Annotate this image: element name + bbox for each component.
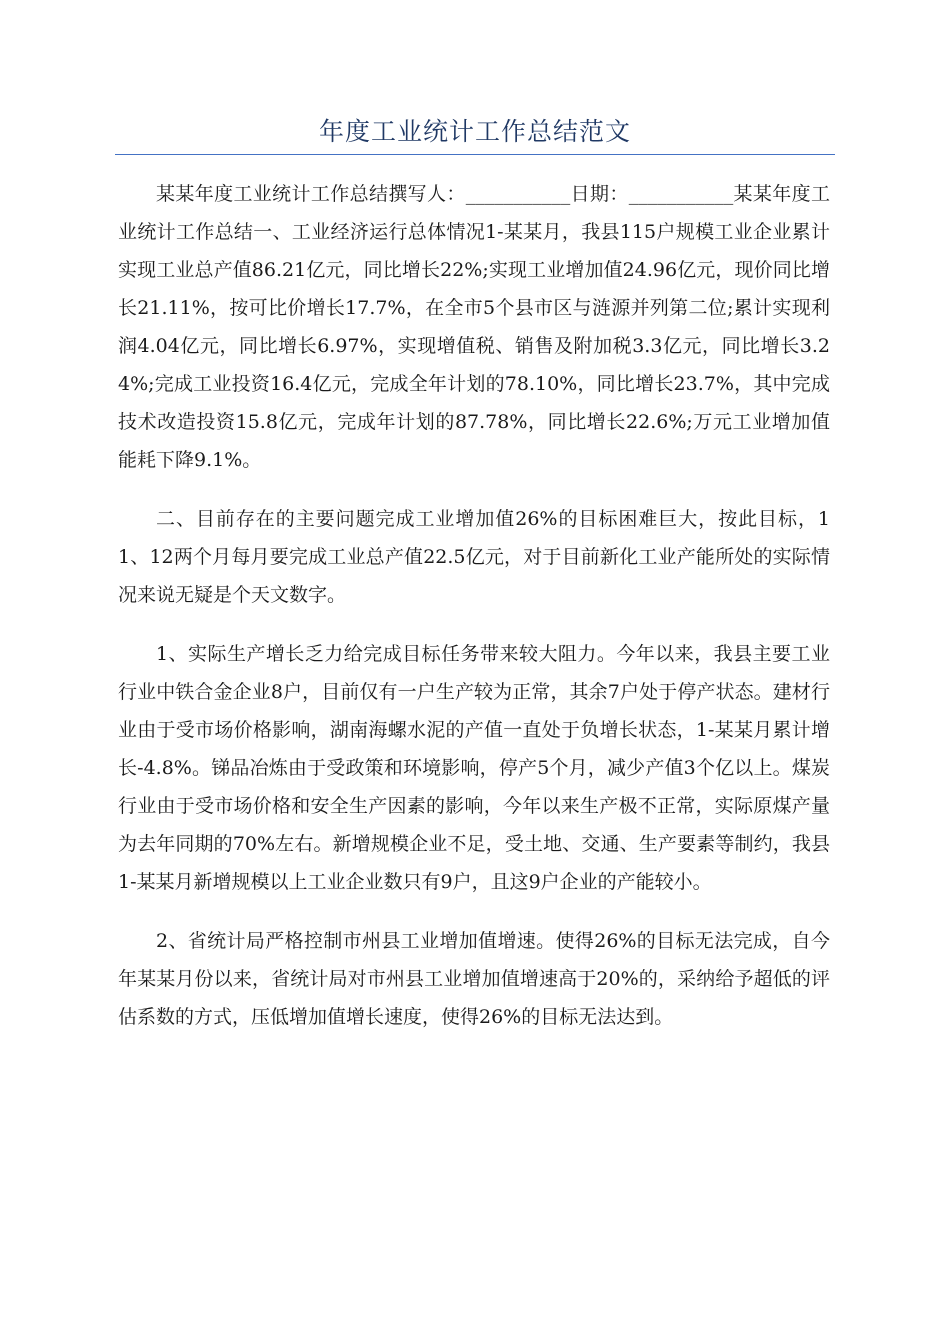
document-title: 年度工业统计工作总结范文	[318, 117, 631, 146]
document-body	[118, 175, 830, 1057]
paragraph-1: 某某年度工业统计工作总结撰写人：___________日期：___________某某年度工业统计工作总结一、工业经济运行总体情况1-某某月，我县115户规模工业企业累计实现工业总产值86.21亿元，同比增长22%;实现工业增加值24.96亿元，现价同比增长21.11%，按可比价增长17.7%，在全市5个县市区与涟源并列第二位;累计实现利润4.04亿元，同比增长6.97%，实现增值税、销售及附加税3.3亿元，同比增长3.24%;完成工业投资16.4亿元，完成全年计划的78.10%，同比增长23.7%，其中完成技术改造投资15.8亿元，完成年计划的87.78%，同比增长22.6%;万元工业增加值能耗下降9.1%。	[118, 183, 830, 471]
paragraph-2: 二、目前存在的主要问题完成工业增加值26%的目标困难巨大，按此目标，11、12两个月每月要完成工业总产值22.5亿元，对于目前新化工业产能所处的实际情况来说无疑是个天文数字。	[118, 508, 830, 606]
paragraph-4: 2、省统计局严格控制市州县工业增加值增速。使得26%的目标无法完成，自今年某某月份以来，省统计局对市州县工业增加值增速高于20%的，采纳给予超低的评估系数的方式，压低增加值增长速度，使得26%的目标无法达到。	[118, 930, 830, 1028]
title-underline	[115, 154, 835, 155]
paragraph-3: 1、实际生产增长乏力给完成目标任务带来较大阻力。今年以来，我县主要工业行业中铁合金企业8户，目前仅有一户生产较为正常，其余7户处于停产状态。建材行业由于受市场价格影响，湖南海螺水泥的产值一直处于负增长状态，1-某某月累计增长-4.8%。锑品冶炼由于受政策和环境影响，停产5个月，减少产值3个亿以上。煤炭行业由于受市场价格和安全生产因素的影响，今年以来生产极不正常，实际原煤产量为去年同期的70%左右。新增规模企业不足，受土地、交通、生产要素等制约，我县1-某某月新增规模以上工业企业数只有9户，且这9户企业的产能较小。	[118, 643, 830, 893]
